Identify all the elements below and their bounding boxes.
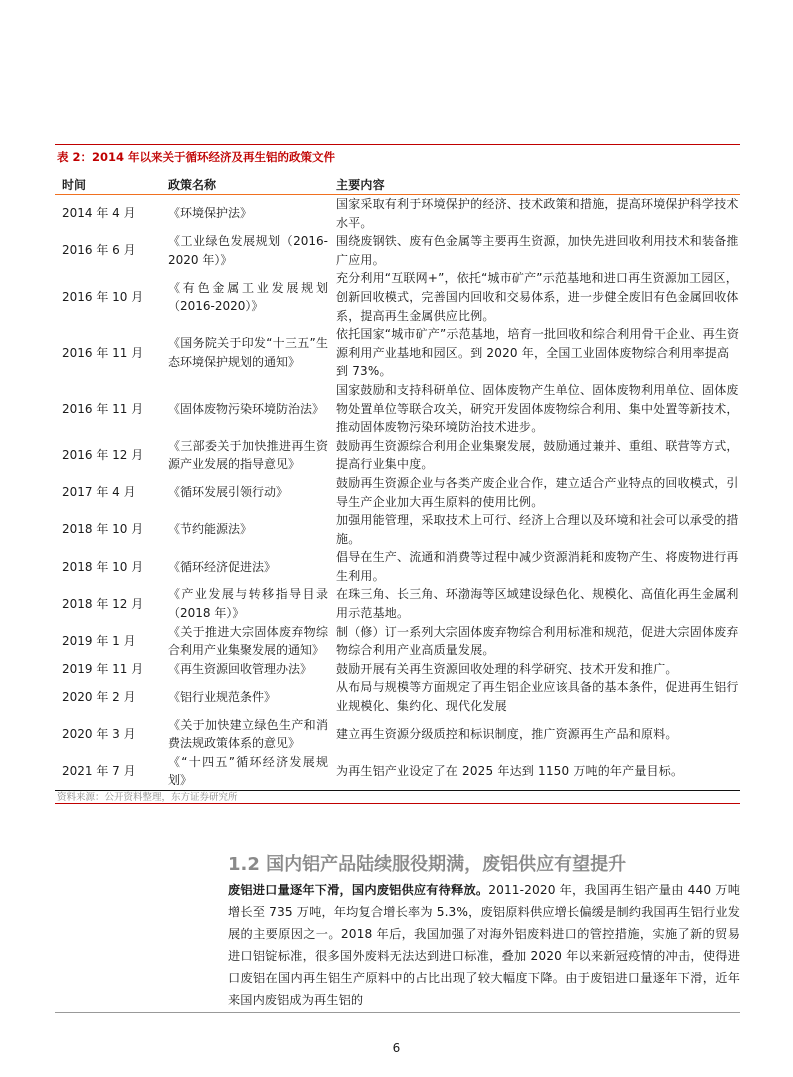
cell-time: 2016 年 11 月 xyxy=(62,401,144,416)
cell-policy-name: 《产业发展与转移指导目录（2018 年）》 xyxy=(168,587,328,621)
header-content: 主要内容 xyxy=(336,178,385,192)
table-row xyxy=(55,437,740,474)
cell-time: 2016 年 10 月 xyxy=(62,289,144,304)
cell-content: 国家鼓励和支持科研单位、固体废物产生单位、固体废物利用单位、固体废物处置单位等联合攻关，研究开发固体废物综合利用、集中处置等新技术，推动固体废物污染环境防治技术进步。 xyxy=(336,382,739,435)
body-text: 2011-2020 年，我国再生铝产量由 440 万吨增长至 735 万吨，年均复合增长率为 5.3%，废铝原料供应增长偏缓是制约我国再生铝行业发展的主要原因之一。2018 年后，我国加强了对海外铝废料进口的管控措施，实施了新的贸易进口铝锭标准，很多国外废料无法达到进口标准，叠加 2020 年以来新冠疫情的冲击，使得进口废铝在国内再生铝生产原料中的占比出现了较大幅度下降。由于废铝进口量逐年下滑，近年来国内废铝成为再生铝的 xyxy=(228,883,740,1007)
table-row xyxy=(55,232,740,269)
table-row xyxy=(55,753,740,790)
cell-time: 2020 年 2 月 xyxy=(62,689,136,704)
table-row xyxy=(55,548,740,585)
cell-content: 国家采取有利于环境保护的经济、技术政策和措施，提高环境保护科学技术水平。 xyxy=(336,197,739,230)
cell-time: 2014 年 4 月 xyxy=(62,206,136,221)
cell-policy-name: 《有色金属工业发展规划（2016-2020）》 xyxy=(168,280,328,314)
table-row xyxy=(55,678,740,715)
table-header xyxy=(55,176,740,195)
lead-sentence: 废铝进口量逐年下滑，国内废铝供应有待释放。 xyxy=(228,883,489,897)
cell-policy-name: 《循环发展引领行动》 xyxy=(168,485,289,500)
cell-content: 倡导在生产、流通和消费等过程中减少资源消耗和废物产生、将废物进行再生利用。 xyxy=(336,550,739,583)
cell-content: 加强用能管理，采取技术上可行、经济上合理以及环境和社会可以承受的措施。 xyxy=(336,513,739,546)
table-source: 资料来源：公开资料整理，东方证券研究所 xyxy=(57,792,238,803)
cell-content: 依托国家“城市矿产”示范基地，培育一批回收和综合利用骨干企业、再生资源利用产业基地和园区。到 2020 年，全国工业固体废物综合利用率提高到 73%。 xyxy=(336,327,740,379)
table-caption: 表 2：2014 年以来关于循环经济及再生铝的政策文件 xyxy=(57,150,336,164)
cell-policy-name: 《三部委关于加快推进再生资源产业发展的指导意见》 xyxy=(168,438,328,472)
cell-content: 制（修）订一系列大宗固体废弃物综合利用标准和规范，促进大宗固体废弃物综合利用产业高质量发展。 xyxy=(336,624,739,658)
cell-policy-name: 《环境保护法》 xyxy=(168,206,253,221)
cell-time: 2020 年 3 月 xyxy=(62,726,136,741)
cell-time: 2019 年 11 月 xyxy=(62,661,144,676)
cell-time: 2021 年 7 月 xyxy=(62,764,136,779)
source-rule xyxy=(55,803,740,804)
table-row xyxy=(55,325,740,381)
cell-policy-name: 《再生资源回收管理办法》 xyxy=(168,661,313,676)
table-row xyxy=(55,474,740,511)
cell-policy-name: 《国务院关于印发“十三五”生态环境保护规划的通知》 xyxy=(168,336,328,370)
section-body xyxy=(228,879,740,1011)
cell-content: 在珠三角、长三角、环渤海等区域建设绿色化、规模化、高值化再生金属利用示范基地。 xyxy=(336,587,739,621)
cell-content: 建立再生资源分级质控和标识制度，推广资源再生产品和原料。 xyxy=(336,726,678,741)
cell-policy-name: 《关于推进大宗固体废弃物综合利用产业集聚发展的通知》 xyxy=(168,624,328,658)
cell-policy-name: 《“十四五”循环经济发展规划》 xyxy=(168,754,328,788)
section-heading: 1.2 国内铝产品陆续服役期满，废铝供应有望提升 xyxy=(228,854,627,875)
cell-content: 鼓励再生资源企业与各类产废企业合作，建立适合产业特点的回收模式，引导生产企业加大再生原料的使用比例。 xyxy=(336,475,739,509)
table-row xyxy=(55,381,740,437)
cell-content: 鼓励开展有关再生资源回收处理的科学研究、技术开发和推广。 xyxy=(336,661,678,676)
caption-top-rule xyxy=(55,144,740,145)
table-row xyxy=(55,716,740,753)
cell-time: 2018 年 12 月 xyxy=(62,596,144,611)
cell-policy-name: 《循环经济促进法》 xyxy=(168,559,277,574)
cell-time: 2016 年 6 月 xyxy=(62,243,136,258)
table-row xyxy=(55,511,740,548)
cell-content: 为再生铝产业设定了在 2025 年达到 1150 万吨的年产量目标。 xyxy=(336,764,684,779)
cell-content: 充分利用“互联网+”，依托“城市矿产”示范基地和进口再生资源加工园区，创新回收模式，完善国内回收和交易体系，进一步健全废旧有色金属回收体系，提高再生金属供应比例。 xyxy=(336,271,739,323)
header-policy-name: 政策名称 xyxy=(168,178,217,192)
policy-table xyxy=(55,176,740,791)
cell-time: 2018 年 10 月 xyxy=(62,522,144,537)
header-time: 时间 xyxy=(62,178,87,192)
table-row xyxy=(55,660,740,679)
cell-time: 2019 年 1 月 xyxy=(62,633,136,648)
table-row xyxy=(55,623,740,660)
cell-content: 鼓励再生资源综合利用企业集聚发展，鼓励通过兼并、重组、联营等方式，提高行业集中度。 xyxy=(336,438,739,472)
cell-policy-name: 《铝行业规范条件》 xyxy=(168,689,277,704)
cell-policy-name: 《固体废物污染环境防治法》 xyxy=(168,401,325,416)
cell-time: 2016 年 11 月 xyxy=(62,345,144,360)
page-number: 6 xyxy=(392,1041,401,1055)
cell-time: 2016 年 12 月 xyxy=(62,448,144,463)
footer-rule xyxy=(55,1012,740,1013)
cell-time: 2018 年 10 月 xyxy=(62,559,144,574)
table-row xyxy=(55,195,740,232)
cell-policy-name: 《工业绿色发展规划（2016-2020 年）》 xyxy=(168,234,328,267)
cell-content: 从布局与规模等方面规定了再生铝企业应该具备的基本条件，促进再生铝行业规模化、集约化、现代化发展 xyxy=(336,680,739,714)
table-body xyxy=(55,195,740,790)
cell-time: 2017 年 4 月 xyxy=(62,485,136,500)
table-row xyxy=(55,585,740,622)
cell-content: 围绕废钢铁、废有色金属等主要再生资源，加快先进回收利用技术和装备推广应用。 xyxy=(336,234,739,267)
cell-policy-name: 《关于加快建立绿色生产和消费法规政策体系的意见》 xyxy=(168,717,328,751)
table-row xyxy=(55,269,740,325)
cell-policy-name: 《节约能源法》 xyxy=(168,522,253,537)
